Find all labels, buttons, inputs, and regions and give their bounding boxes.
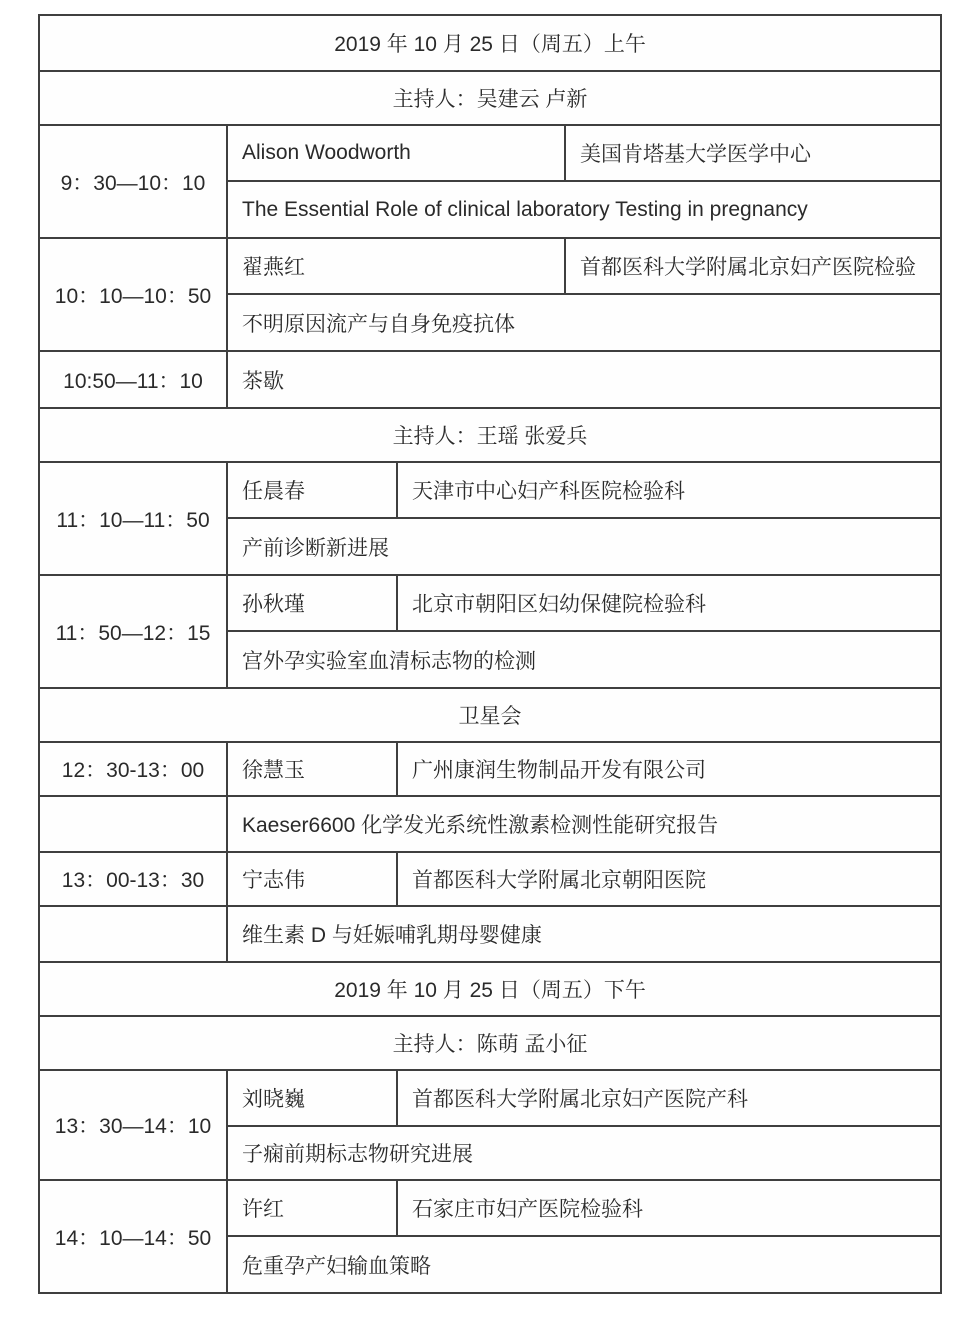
speaker-affiliation: 首都医科大学附属北京妇产医院检验 <box>565 238 941 294</box>
talk-time: 13：30—14：10 <box>39 1070 227 1180</box>
talk-time: 10：10—10：50 <box>39 238 227 351</box>
talk-title: The Essential Role of clinical laboratory Testing in pregnancy <box>227 181 941 238</box>
talk-time: 14：10—14：50 <box>39 1180 227 1293</box>
speaker-affiliation: 美国肯塔基大学医学中心 <box>565 125 941 181</box>
satellite-session-header: 卫星会 <box>39 688 941 742</box>
speaker-affiliation: 北京市朝阳区妇幼保健院检验科 <box>397 575 941 631</box>
schedule-table <box>38 14 942 1294</box>
speaker-name: 许红 <box>227 1180 397 1236</box>
speaker-affiliation: 石家庄市妇产医院检验科 <box>397 1180 941 1236</box>
talk-time: 12：30-13：00 <box>39 742 227 796</box>
conference-schedule <box>38 14 942 1294</box>
session-date-header-am: 2019 年 10 月 25 日（周五）上午 <box>39 15 941 71</box>
moderators-am-2: 主持人：王瑶 张爱兵 <box>39 408 941 462</box>
tea-break-time: 10:50—11：10 <box>39 351 227 408</box>
talk-time: 9：30—10：10 <box>39 125 227 238</box>
moderators-pm: 主持人：陈萌 孟小征 <box>39 1016 941 1070</box>
tea-break-label: 茶歇 <box>227 351 941 408</box>
empty-time-cell <box>39 906 227 962</box>
speaker-name: 宁志伟 <box>227 852 397 906</box>
speaker-affiliation: 首都医科大学附属北京妇产医院产科 <box>397 1070 941 1126</box>
speaker-affiliation: 首都医科大学附属北京朝阳医院 <box>397 852 941 906</box>
speaker-name: 翟燕红 <box>227 238 565 294</box>
speaker-name: 孙秋瑾 <box>227 575 397 631</box>
speaker-affiliation: 广州康润生物制品开发有限公司 <box>397 742 941 796</box>
talk-title: 宫外孕实验室血清标志物的检测 <box>227 631 941 688</box>
empty-time-cell <box>39 796 227 852</box>
moderators-am-1: 主持人：吴建云 卢新 <box>39 71 941 125</box>
talk-title: 产前诊断新进展 <box>227 518 941 575</box>
talk-title: Kaeser6600 化学发光系统性激素检测性能研究报告 <box>227 796 941 852</box>
talk-time: 13：00-13：30 <box>39 852 227 906</box>
speaker-name: 任晨春 <box>227 462 397 518</box>
speaker-name: Alison Woodworth <box>227 125 565 181</box>
session-date-header-pm: 2019 年 10 月 25 日（周五）下午 <box>39 962 941 1016</box>
talk-title: 不明原因流产与自身免疫抗体 <box>227 294 941 351</box>
talk-title: 子痫前期标志物研究进展 <box>227 1126 941 1180</box>
talk-time: 11：50—12：15 <box>39 575 227 688</box>
talk-time: 11：10—11：50 <box>39 462 227 575</box>
speaker-affiliation: 天津市中心妇产科医院检验科 <box>397 462 941 518</box>
talk-title: 危重孕产妇输血策略 <box>227 1236 941 1293</box>
talk-title: 维生素 D 与妊娠哺乳期母婴健康 <box>227 906 941 962</box>
speaker-name: 徐慧玉 <box>227 742 397 796</box>
speaker-name: 刘晓巍 <box>227 1070 397 1126</box>
